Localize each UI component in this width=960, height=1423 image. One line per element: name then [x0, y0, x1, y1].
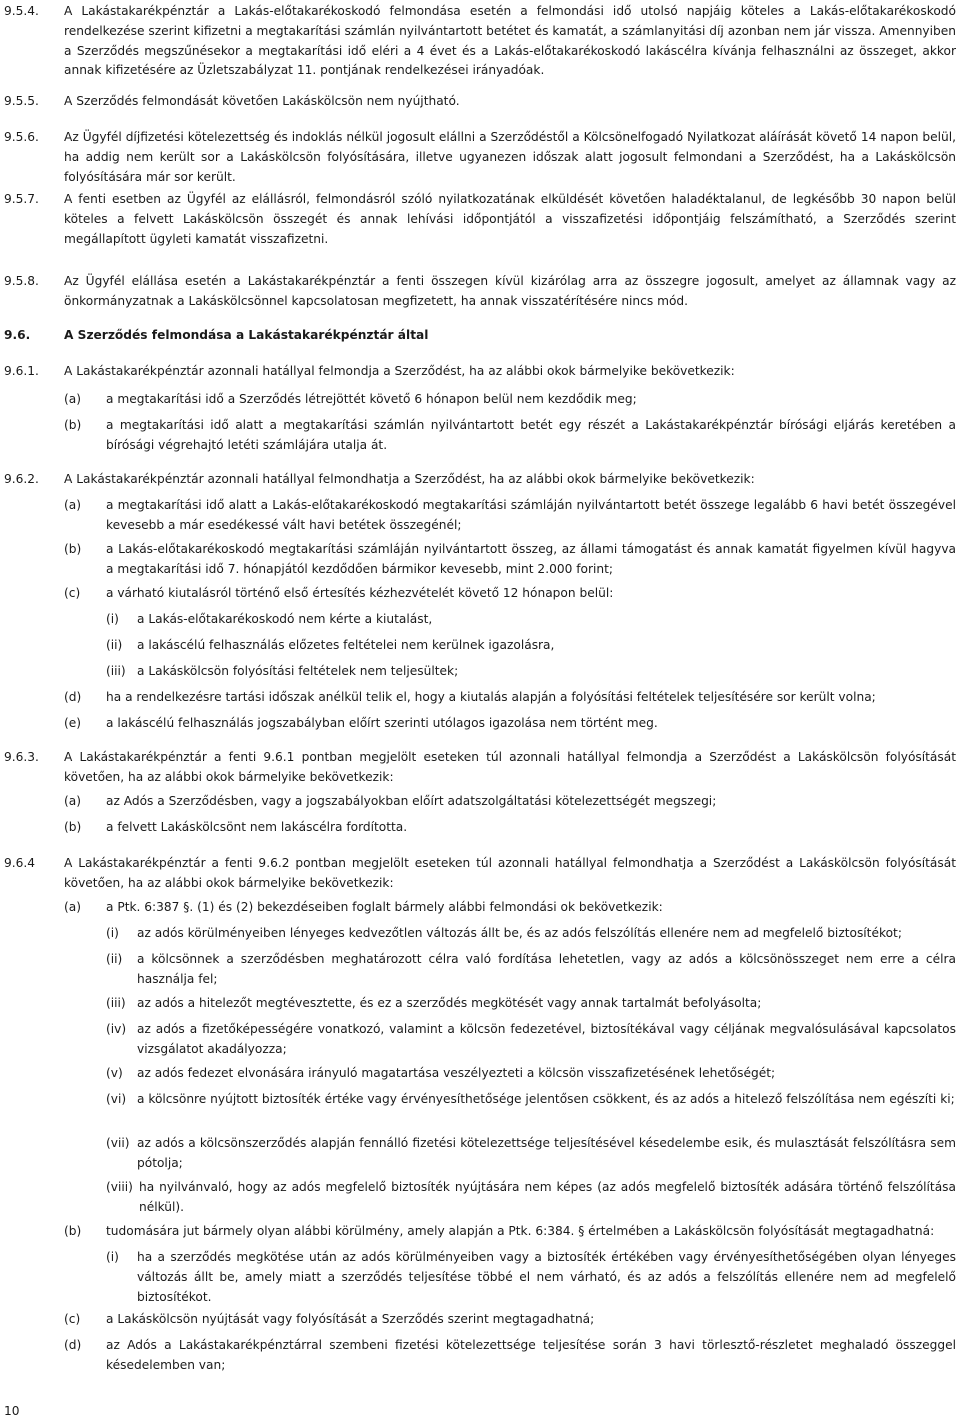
list-item-label: (i): [106, 926, 119, 940]
list-item-text: az adós a hitelezőt megtévesztette, és ez a szerződés megkötését vagy annak tartalmát befolyásolta;: [137, 996, 762, 1010]
list-item-text: az adós a kölcsönszerződés alapján fennálló fizetési kötelezettsége teljesítésével késedelembe esik, és mulasztását felszólításra sem pótolja;: [137, 1136, 956, 1170]
list-item-label: (a): [64, 392, 81, 406]
list-item-text: a várható kiutalásról történő első értesítés kézhezvételét követő 12 hónapon belül:: [106, 586, 614, 600]
paragraph-number: 9.5.5.: [4, 94, 39, 108]
paragraph-text: A fenti esetben az Ügyfél az elállásról, felmondásról szóló nyilatkozatának elküldését követően haladéktalanul, de legkésőbb 30 napon belül köteles a felvett Lakáskölcsön összegét és annak lehívási időpontjától a visszafizetési időpontjáig felszámítható, a Szerződés szerint megállapított ügyleti kamatát visszafizetni.: [64, 192, 956, 246]
list-item-label: (b): [64, 542, 82, 556]
list-item-label: (iv): [106, 1022, 127, 1036]
list-item-label: (vi): [106, 1092, 127, 1106]
list-item-label: (ii): [106, 952, 123, 966]
paragraph-number: 9.5.6.: [4, 130, 39, 144]
list-item-text: a Ptk. 6:387 §. (1) és (2) bekezdéseiben foglalt bármely alábbi felmondási ok bekövetkezik:: [106, 900, 663, 914]
list-item-label: (b): [64, 1224, 82, 1238]
paragraph-number: 9.6.2.: [4, 472, 39, 486]
list-item-text: a felvett Lakáskölcsönt nem lakáscélra fordította.: [106, 820, 408, 834]
list-item-label: (b): [64, 418, 82, 432]
list-item-text: a kölcsönnek a szerződésben meghatározott célra való fordítása lehetetlen, vagy az adós a kölcsönösszeget nem erre a célra használja fel;: [137, 952, 956, 986]
paragraph-text: A Lakástakarékpénztár azonnali hatállyal felmondja a Szerződést, ha az alábbi okok bármelyike bekövetkezik:: [64, 364, 735, 378]
list-item-label: (iii): [106, 664, 126, 678]
list-item-text: az Adós a Lakástakarékpénztárral szembeni fizetési kötelezettsége teljesítése során 3 havi törlesztő-részletet meghaladó összeggel késedelemben van;: [106, 1338, 956, 1372]
list-item-text: tudomására jut bármely olyan alábbi körülmény, amely alapján a Ptk. 6:384. § értelmében a Lakáskölcsön folyósítását megtagadhatná:: [106, 1224, 935, 1238]
paragraph-number: 9.6.: [4, 328, 31, 342]
paragraph-text: A Lakástakarékpénztár a Lakás-előtakarékoskodó felmondása esetén a felmondási idő utolsó napjáig köteles a Lakás-előtakarékoskodó rendelkezése szerint kifizetni a megtakarítási számlán nyilvántartott betétet és kamatát, a számlanyitási díj azonban nem jár vissza. Amennyiben a Szerződés megszűnésekor a megtakarítási idő eléri a 4 évet és a Lakás-előtakarékoskodó lakáscélra kívánja felhasználni az összeget, akkor annak kifizetésére az Üzletszabályzat 11. pontjának rendelkezései irányadóak.: [64, 4, 956, 78]
paragraph-text: A Szerződés felmondását követően Lakáskölcsön nem nyújtható.: [64, 94, 460, 108]
paragraph-number: 9.5.7.: [4, 192, 39, 206]
list-item-label: (b): [64, 820, 82, 834]
paragraph-number: 9.6.1.: [4, 364, 39, 378]
paragraph-number: 9.6.3.: [4, 750, 39, 764]
list-item-label: (iii): [106, 996, 126, 1010]
list-item-label: (a): [64, 794, 81, 808]
list-item-text: a lakáscélú felhasználás előzetes feltételei nem kerülnek igazolásra,: [137, 638, 555, 652]
list-item-label: (vii): [106, 1136, 130, 1150]
list-item-text: ha a rendelkezésre tartási időszak anélkül telik el, hogy a kiutalás alapján a folyósítási feltételek teljesítésére sor került volna;: [106, 690, 876, 704]
list-item-label: (d): [64, 1338, 82, 1352]
paragraph-text: A Lakástakarékpénztár a fenti 9.6.2 pontban megjelölt eseteken túl azonnali hatállyal felmondhatja a Szerződést a Lakáskölcsön folyósítását követően, ha az alábbi okok bármelyike bekövetkezik:: [64, 856, 956, 890]
list-item-text: az adós körülményeiben lényeges kedvezőtlen változás állt be, és az adós felszólítás ellenére nem ad megfelelő biztosítékot;: [137, 926, 902, 940]
list-item-text: ha nyilvánvaló, hogy az adós megfelelő biztosíték nyújtására nem képes (az adós megfelelő biztosíték adására történő felszólítása nélkül).: [139, 1180, 956, 1214]
list-item-text: a kölcsönre nyújtott biztosíték értéke vagy érvényesíthetősége jelentősen csökkent, és az adós a hitelező felszólítása nem egészíti ki;: [137, 1092, 955, 1106]
paragraph-number: 9.5.4.: [4, 4, 39, 18]
list-item-text: ha a szerződés megkötése után az adós körülményeiben vagy a biztosíték értékében vagy érvényesíthetőségében olyan lényeges változás állt be, amely miatt a szerződés teljesítése többé el nem várható, és az adós a felszólítás ellenére nem ad megfelelő biztosítékot.: [137, 1250, 956, 1304]
list-item-label: (ii): [106, 638, 123, 652]
list-item-label: (i): [106, 1250, 119, 1264]
list-item-text: az Adós a Szerződésben, vagy a jogszabályokban előírt adatszolgáltatási kötelezettségét megszegi;: [106, 794, 717, 808]
paragraph-text: Az Ügyfél elállása esetén a Lakástakarékpénztár a fenti összegen kívül kizárólag arra az összegre jogosult, amelyet az államnak vagy az önkormányzatnak a Lakáskölcsönnel kapcsolatosan megfizetett, ha annak visszatérítésére nincs mód.: [64, 274, 956, 308]
list-item-label: (v): [106, 1066, 123, 1080]
paragraph-text: Az Ügyfél díjfizetési kötelezettség és indoklás nélkül jogosult elállni a Szerződéstől a Kölcsönelfogadó Nyilatkozat aláírását követő 14 napon belül, ha addig nem került sor a Lakáskölcsön folyósítására, illetve ugyanezen időszak alatt jogosult felmondani a Szerződést, ha a Lakáskölcsön folyósítására már sor került.: [64, 130, 956, 184]
list-item-text: az adós a fizetőképességére vonatkozó, valamint a kölcsön fedezetével, biztosítékával vagy céljának megvalósulásával kapcsolatos vizsgálatot akadályozza;: [137, 1022, 956, 1056]
paragraph-text: A Lakástakarékpénztár azonnali hatállyal felmondhatja a Szerződést, ha az alábbi okok bármelyike bekövetkezik:: [64, 472, 755, 486]
list-item-text: a Lakáskölcsön folyósítási feltételek nem teljesültek;: [137, 664, 459, 678]
list-item-text: a Lakás-előtakarékoskodó nem kérte a kiutalást,: [137, 612, 433, 626]
list-item-label: (e): [64, 716, 82, 730]
list-item-label: (a): [64, 498, 81, 512]
list-item-label: (c): [64, 586, 81, 600]
list-item-label: (viii): [106, 1180, 133, 1194]
list-item-label: (a): [64, 900, 81, 914]
list-item-text: a megtakarítási idő a Szerződés létrejöttét követő 6 hónapon belül nem kezdődik meg;: [106, 392, 637, 406]
list-item-text: az adós fedezet elvonására irányuló magatartása veszélyezteti a kölcsön visszafizetésének lehetőségét;: [137, 1066, 776, 1080]
paragraph-text: A Szerződés felmondása a Lakástakarékpénztár által: [64, 328, 429, 342]
paragraph-number: 9.6.4: [4, 856, 36, 870]
paragraph-number: 9.5.8.: [4, 274, 39, 288]
list-item-label: (d): [64, 690, 82, 704]
list-item-label: (c): [64, 1312, 81, 1326]
page-number: 10: [4, 1404, 20, 1418]
list-item-text: a Lakás-előtakarékoskodó megtakarítási számláján nyilvántartott összeg, az állami támogatást és annak kamatát figyelmen kívül hagyva a megtakarítási idő 7. hónapjától kezdődően bármikor kevesebb, mint 2.000 forint;: [106, 542, 956, 576]
list-item-label: (i): [106, 612, 119, 626]
list-item-text: a megtakarítási idő alatt a Lakás-előtakarékoskodó megtakarítási számláján nyilvántartott betét összege legalább 6 havi betét összegével kevesebb a már esedékessé vált havi betétek összegénél;: [106, 498, 956, 532]
list-item-text: a lakáscélú felhasználás jogszabályban előírt szerinti utólagos igazolása nem történt meg.: [106, 716, 658, 730]
list-item-text: a Lakáskölcsön nyújtását vagy folyósítását a Szerződés szerint megtagadhatná;: [106, 1312, 595, 1326]
paragraph-text: A Lakástakarékpénztár a fenti 9.6.1 pontban megjelölt eseteken túl azonnali hatállyal felmondja a Szerződést a Lakáskölcsön folyósítását követően, ha az alábbi okok bármelyike bekövetkezik:: [64, 750, 956, 784]
list-item-text: a megtakarítási idő alatt a megtakarítási számlán nyilvántartott betét egy részét a Lakástakarékpénztár bírósági eljárás keretében a bírósági végrehajtó letéti számlájára utalja át.: [106, 418, 956, 452]
